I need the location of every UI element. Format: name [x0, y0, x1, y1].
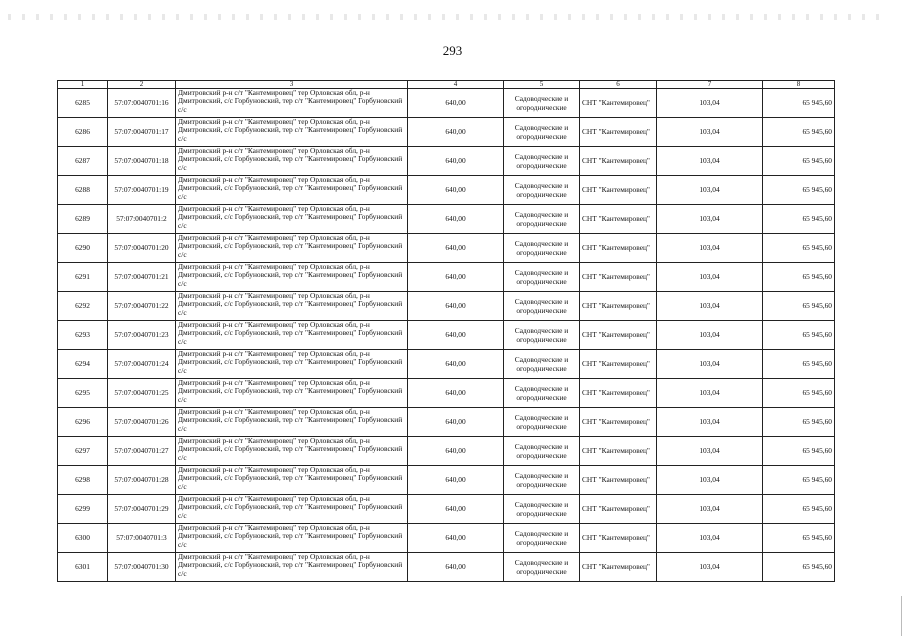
table-row: [58, 350, 835, 379]
column-header: 8: [763, 81, 835, 89]
column-header: 5: [504, 81, 580, 89]
area-cell: 640,00: [408, 466, 504, 495]
cadastral-value-cell: 65 945,60: [763, 292, 835, 321]
cadastral-value-cell: 65 945,60: [763, 437, 835, 466]
cadastral-value-cell: 65 945,60: [763, 524, 835, 553]
unit-price-cell: 103,04: [657, 292, 763, 321]
column-header: 1: [58, 81, 108, 89]
table-row: [58, 263, 835, 292]
cadastral-number-cell: 57:07:0040701:29: [108, 495, 176, 524]
land-use-cell: Садоводческие и огороднические: [504, 205, 580, 234]
row-number-cell: 6293: [58, 321, 108, 350]
column-header: 6: [580, 81, 657, 89]
row-number-cell: 6295: [58, 379, 108, 408]
area-cell: 640,00: [408, 147, 504, 176]
address-cell: Дмитровский р-н с/т "Кантемировец" тер Орловская обл, р-н Дмитровский, с/с Горбуновский, тер с/т "Кантемировец" Горбуновский с/с: [176, 379, 408, 408]
column-header: 3: [176, 81, 408, 89]
row-number-cell: 6291: [58, 263, 108, 292]
land-use-cell: Садоводческие и огороднические: [504, 350, 580, 379]
cadastral-value-cell: 65 945,60: [763, 147, 835, 176]
unit-price-cell: 103,04: [657, 350, 763, 379]
area-cell: 640,00: [408, 263, 504, 292]
column-header: 7: [657, 81, 763, 89]
column-header: 4: [408, 81, 504, 89]
organization-cell: СНТ "Кантемировец": [580, 379, 657, 408]
organization-cell: СНТ "Кантемировец": [580, 437, 657, 466]
land-use-cell: Садоводческие и огороднические: [504, 408, 580, 437]
cadastral-value-cell: 65 945,60: [763, 350, 835, 379]
cadastral-number-cell: 57:07:0040701:19: [108, 176, 176, 205]
row-number-cell: 6300: [58, 524, 108, 553]
cadastral-number-cell: 57:07:0040701:16: [108, 89, 176, 118]
row-number-cell: 6294: [58, 350, 108, 379]
land-use-cell: Садоводческие и огороднические: [504, 379, 580, 408]
land-use-cell: Садоводческие и огороднические: [504, 292, 580, 321]
cadastral-number-cell: 57:07:0040701:22: [108, 292, 176, 321]
land-registry-table: [57, 80, 835, 582]
unit-price-cell: 103,04: [657, 263, 763, 292]
table-row: [58, 553, 835, 582]
land-use-cell: Садоводческие и огороднические: [504, 147, 580, 176]
unit-price-cell: 103,04: [657, 379, 763, 408]
table-row: [58, 466, 835, 495]
unit-price-cell: 103,04: [657, 147, 763, 176]
table-row: [58, 205, 835, 234]
organization-cell: СНТ "Кантемировец": [580, 147, 657, 176]
area-cell: 640,00: [408, 524, 504, 553]
land-use-cell: Садоводческие и огороднические: [504, 466, 580, 495]
cadastral-value-cell: 65 945,60: [763, 408, 835, 437]
area-cell: 640,00: [408, 205, 504, 234]
page-number: 293: [442, 43, 463, 58]
address-cell: Дмитровский р-н с/т "Кантемировец" тер Орловская обл, р-н Дмитровский, с/с Горбуновский, тер с/т "Кантемировец" Горбуновский с/с: [176, 437, 408, 466]
cadastral-number-cell: 57:07:0040701:18: [108, 147, 176, 176]
organization-cell: СНТ "Кантемировец": [580, 292, 657, 321]
land-use-cell: Садоводческие и огороднические: [504, 524, 580, 553]
address-cell: Дмитровский р-н с/т "Кантемировец" тер Орловская обл, р-н Дмитровский, с/с Горбуновский, тер с/т "Кантемировец" Горбуновский с/с: [176, 89, 408, 118]
row-number-cell: 6286: [58, 118, 108, 147]
row-number-cell: 6287: [58, 147, 108, 176]
address-cell: Дмитровский р-н с/т "Кантемировец" тер Орловская обл, р-н Дмитровский, с/с Горбуновский, тер с/т "Кантемировец" Горбуновский с/с: [176, 176, 408, 205]
cadastral-value-cell: 65 945,60: [763, 263, 835, 292]
area-cell: 640,00: [408, 234, 504, 263]
row-number-cell: 6297: [58, 437, 108, 466]
row-number-cell: 6296: [58, 408, 108, 437]
address-cell: Дмитровский р-н с/т "Кантемировец" тер Орловская обл, р-н Дмитровский, с/с Горбуновский, тер с/т "Кантемировец" Горбуновский с/с: [176, 524, 408, 553]
table-row: [58, 379, 835, 408]
unit-price-cell: 103,04: [657, 437, 763, 466]
row-number-cell: 6301: [58, 553, 108, 582]
row-number-cell: 6285: [58, 89, 108, 118]
table-row: [58, 408, 835, 437]
cadastral-number-cell: 57:07:0040701:25: [108, 379, 176, 408]
unit-price-cell: 103,04: [657, 408, 763, 437]
unit-price-cell: 103,04: [657, 89, 763, 118]
table-row: [58, 118, 835, 147]
address-cell: Дмитровский р-н с/т "Кантемировец" тер Орловская обл, р-н Дмитровский, с/с Горбуновский, тер с/т "Кантемировец" Горбуновский с/с: [176, 263, 408, 292]
cadastral-number-cell: 57:07:0040701:27: [108, 437, 176, 466]
address-cell: Дмитровский р-н с/т "Кантемировец" тер Орловская обл, р-н Дмитровский, с/с Горбуновский, тер с/т "Кантемировец" Горбуновский с/с: [176, 408, 408, 437]
scan-header-artifact: [8, 14, 888, 20]
area-cell: 640,00: [408, 292, 504, 321]
cadastral-number-cell: 57:07:0040701:17: [108, 118, 176, 147]
cadastral-value-cell: 65 945,60: [763, 234, 835, 263]
column-header: 2: [108, 81, 176, 89]
table-body: [58, 89, 835, 582]
organization-cell: СНТ "Кантемировец": [580, 263, 657, 292]
unit-price-cell: 103,04: [657, 495, 763, 524]
organization-cell: СНТ "Кантемировец": [580, 89, 657, 118]
cadastral-number-cell: 57:07:0040701:23: [108, 321, 176, 350]
cadastral-value-cell: 65 945,60: [763, 176, 835, 205]
cadastral-value-cell: 65 945,60: [763, 466, 835, 495]
organization-cell: СНТ "Кантемировец": [580, 321, 657, 350]
unit-price-cell: 103,04: [657, 466, 763, 495]
land-use-cell: Садоводческие и огороднические: [504, 234, 580, 263]
unit-price-cell: 103,04: [657, 205, 763, 234]
unit-price-cell: 103,04: [657, 524, 763, 553]
area-cell: 640,00: [408, 553, 504, 582]
cadastral-number-cell: 57:07:0040701:30: [108, 553, 176, 582]
cadastral-value-cell: 65 945,60: [763, 205, 835, 234]
address-cell: Дмитровский р-н с/т "Кантемировец" тер Орловская обл, р-н Дмитровский, с/с Горбуновский, тер с/т "Кантемировец" Горбуновский с/с: [176, 350, 408, 379]
organization-cell: СНТ "Кантемировец": [580, 205, 657, 234]
cadastral-number-cell: 57:07:0040701:3: [108, 524, 176, 553]
table-row: [58, 176, 835, 205]
area-cell: 640,00: [408, 89, 504, 118]
area-cell: 640,00: [408, 379, 504, 408]
organization-cell: СНТ "Кантемировец": [580, 495, 657, 524]
land-use-cell: Садоводческие и огороднические: [504, 437, 580, 466]
table-row: [58, 321, 835, 350]
land-use-cell: Садоводческие и огороднические: [504, 321, 580, 350]
cadastral-value-cell: 65 945,60: [763, 89, 835, 118]
area-cell: 640,00: [408, 495, 504, 524]
cadastral-number-cell: 57:07:0040701:21: [108, 263, 176, 292]
address-cell: Дмитровский р-н с/т "Кантемировец" тер Орловская обл, р-н Дмитровский, с/с Горбуновский, тер с/т "Кантемировец" Горбуновский с/с: [176, 205, 408, 234]
cadastral-number-cell: 57:07:0040701:24: [108, 350, 176, 379]
table-row: [58, 524, 835, 553]
table-row: [58, 234, 835, 263]
unit-price-cell: 103,04: [657, 553, 763, 582]
land-use-cell: Садоводческие и огороднические: [504, 495, 580, 524]
area-cell: 640,00: [408, 321, 504, 350]
organization-cell: СНТ "Кантемировец": [580, 466, 657, 495]
row-number-cell: 6299: [58, 495, 108, 524]
table-row: [58, 292, 835, 321]
cadastral-number-cell: 57:07:0040701:28: [108, 466, 176, 495]
cadastral-value-cell: 65 945,60: [763, 379, 835, 408]
organization-cell: СНТ "Кантемировец": [580, 118, 657, 147]
cadastral-value-cell: 65 945,60: [763, 495, 835, 524]
address-cell: Дмитровский р-н с/т "Кантемировец" тер Орловская обл, р-н Дмитровский, с/с Горбуновский, тер с/т "Кантемировец" Горбуновский с/с: [176, 292, 408, 321]
row-number-cell: 6289: [58, 205, 108, 234]
address-cell: Дмитровский р-н с/т "Кантемировец" тер Орловская обл, р-н Дмитровский, с/с Горбуновский, тер с/т "Кантемировец" Горбуновский с/с: [176, 147, 408, 176]
row-number-cell: 6288: [58, 176, 108, 205]
area-cell: 640,00: [408, 408, 504, 437]
table-row: [58, 437, 835, 466]
unit-price-cell: 103,04: [657, 321, 763, 350]
address-cell: Дмитровский р-н с/т "Кантемировец" тер Орловская обл, р-н Дмитровский, с/с Горбуновский, тер с/т "Кантемировец" Горбуновский с/с: [176, 553, 408, 582]
address-cell: Дмитровский р-н с/т "Кантемировец" тер Орловская обл, р-н Дмитровский, с/с Горбуновский, тер с/т "Кантемировец" Горбуновский с/с: [176, 118, 408, 147]
cadastral-number-cell: 57:07:0040701:26: [108, 408, 176, 437]
column-number-row: [58, 81, 835, 89]
organization-cell: СНТ "Кантемировец": [580, 234, 657, 263]
unit-price-cell: 103,04: [657, 234, 763, 263]
organization-cell: СНТ "Кантемировец": [580, 350, 657, 379]
organization-cell: СНТ "Кантемировец": [580, 553, 657, 582]
address-cell: Дмитровский р-н с/т "Кантемировец" тер Орловская обл, р-н Дмитровский, с/с Горбуновский, тер с/т "Кантемировец" Горбуновский с/с: [176, 321, 408, 350]
organization-cell: СНТ "Кантемировец": [580, 176, 657, 205]
row-number-cell: 6292: [58, 292, 108, 321]
row-number-cell: 6298: [58, 466, 108, 495]
table-row: [58, 147, 835, 176]
cadastral-number-cell: 57:07:0040701:20: [108, 234, 176, 263]
unit-price-cell: 103,04: [657, 176, 763, 205]
area-cell: 640,00: [408, 437, 504, 466]
cadastral-value-cell: 65 945,60: [763, 118, 835, 147]
land-use-cell: Садоводческие и огороднические: [504, 89, 580, 118]
scan-edge-mark: [901, 596, 902, 636]
unit-price-cell: 103,04: [657, 118, 763, 147]
address-cell: Дмитровский р-н с/т "Кантемировец" тер Орловская обл, р-н Дмитровский, с/с Горбуновский, тер с/т "Кантемировец" Горбуновский с/с: [176, 466, 408, 495]
area-cell: 640,00: [408, 118, 504, 147]
address-cell: Дмитровский р-н с/т "Кантемировец" тер Орловская обл, р-н Дмитровский, с/с Горбуновский, тер с/т "Кантемировец" Горбуновский с/с: [176, 234, 408, 263]
area-cell: 640,00: [408, 176, 504, 205]
cadastral-number-cell: 57:07:0040701:2: [108, 205, 176, 234]
organization-cell: СНТ "Кантемировец": [580, 524, 657, 553]
cadastral-value-cell: 65 945,60: [763, 321, 835, 350]
table-row: [58, 495, 835, 524]
address-cell: Дмитровский р-н с/т "Кантемировец" тер Орловская обл, р-н Дмитровский, с/с Горбуновский, тер с/т "Кантемировец" Горбуновский с/с: [176, 495, 408, 524]
land-use-cell: Садоводческие и огороднические: [504, 263, 580, 292]
table-row: [58, 89, 835, 118]
area-cell: 640,00: [408, 350, 504, 379]
row-number-cell: 6290: [58, 234, 108, 263]
organization-cell: СНТ "Кантемировец": [580, 408, 657, 437]
land-use-cell: Садоводческие и огороднические: [504, 553, 580, 582]
land-use-cell: Садоводческие и огороднические: [504, 118, 580, 147]
cadastral-value-cell: 65 945,60: [763, 553, 835, 582]
land-use-cell: Садоводческие и огороднические: [504, 176, 580, 205]
